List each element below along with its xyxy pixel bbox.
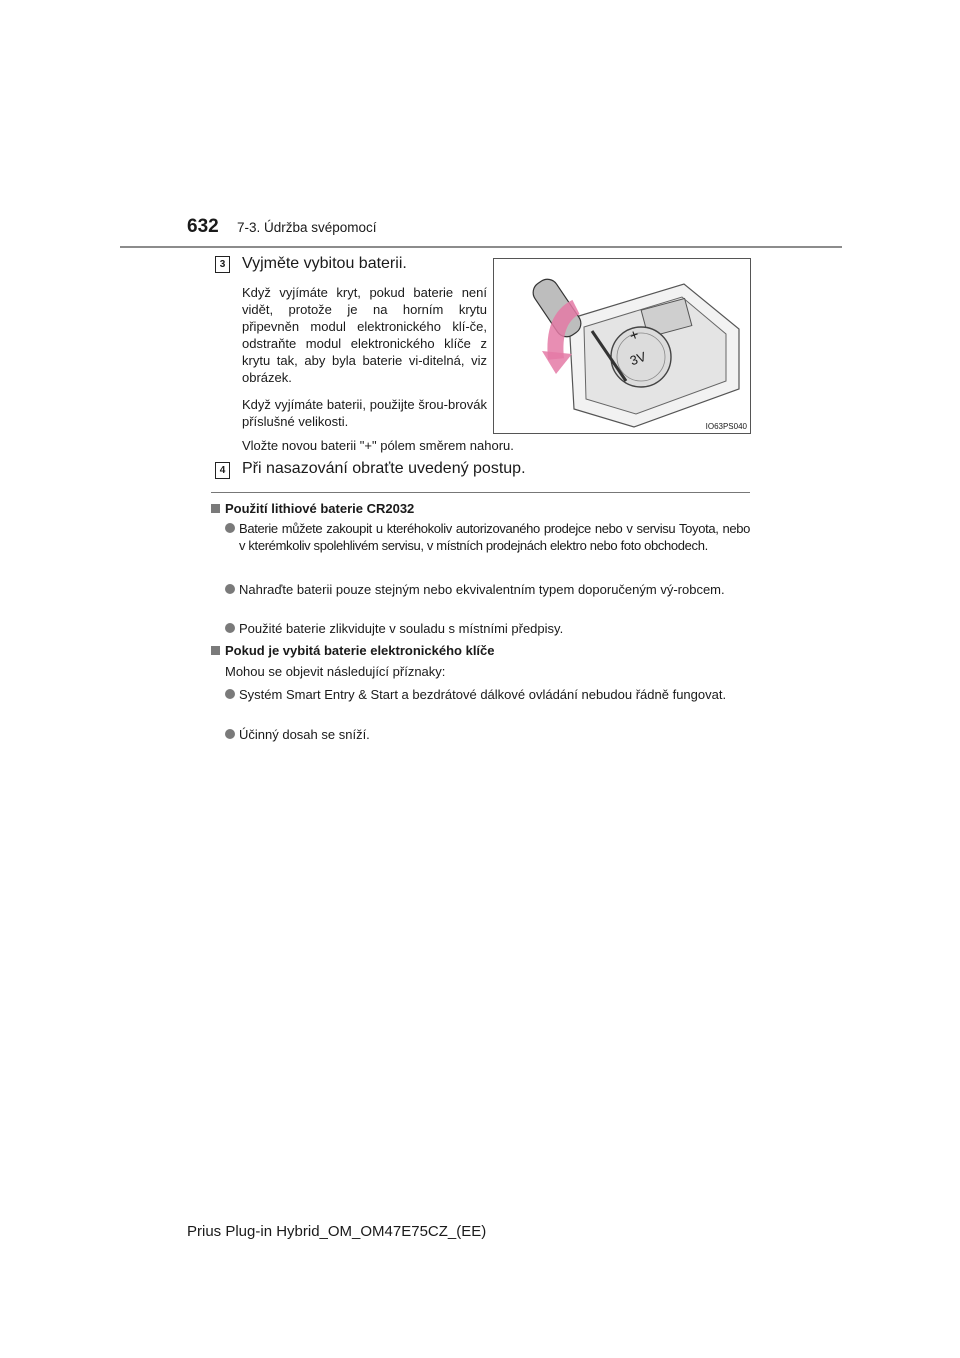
note-heading-text: Použití lithiové baterie CR2032	[225, 501, 415, 516]
list-item	[225, 620, 750, 637]
note-intro: Mohou se objevit následující příznaky:	[225, 664, 446, 679]
square-bullet-icon	[211, 646, 220, 655]
step-3-paragraph-3: Vložte novou baterii "+" pólem směrem nahoru.	[242, 438, 514, 453]
bullet-dot-icon	[225, 689, 235, 699]
bullet-dot-icon	[225, 729, 235, 739]
list-item	[225, 726, 750, 743]
page-header	[187, 216, 847, 246]
battery-removal-figure	[493, 258, 751, 434]
list-item-text: Použité baterie zlikvidujte v souladu s místními předpisy.	[239, 621, 564, 636]
header-rule	[120, 246, 842, 248]
note-heading-battery-type	[211, 501, 414, 516]
bullet-dot-icon	[225, 623, 235, 633]
list-item-text: Nahraďte baterii pouze stejným nebo ekvivalentním typem doporučeným vý-robcem.	[239, 582, 725, 597]
step-3-title: Vyjměte vybitou baterii.	[242, 255, 407, 272]
list-item	[225, 581, 750, 598]
bullet-dot-icon	[225, 584, 235, 594]
section-title: 7-3. Údržba svépomocí	[237, 220, 377, 235]
list-item-text: Účinný dosah se sníží.	[239, 727, 370, 742]
battery-voltage-label: 3V	[627, 348, 648, 369]
list-item-text: Systém Smart Entry & Start a bezdrátové dálkové ovládání nebudou řádně fungovat.	[239, 687, 727, 702]
note-heading-text: Pokud je vybitá baterie elektronického klíče	[225, 643, 495, 658]
bullet-dot-icon	[225, 523, 235, 533]
step-4-title: Při nasazování obraťte uvedený postup.	[242, 460, 526, 477]
battery-plus-label: +	[627, 326, 642, 345]
step-3-paragraph-1: Když vyjímáte kryt, pokud baterie není vidět, protože je na horním krytu připevněn modul elektronického klí-če, odstraňte modul elektronického klíče z krytu tak, aby byla baterie vi-ditelná, viz obrázek.	[242, 285, 487, 385]
list-item-text: Baterie můžete zakoupit u kteréhokoliv autorizovaného prodejce nebo v servisu Toyota, nebo v kterémkoliv spolehlivém servisu, v místních prodejnách elektro nebo foto obchodech.	[239, 521, 750, 553]
list-item	[225, 686, 750, 703]
page-number: 632	[187, 216, 219, 237]
square-bullet-icon	[211, 504, 220, 513]
step-4-number: 4	[215, 462, 230, 479]
section-divider	[211, 492, 750, 493]
note-heading-dead-battery	[211, 643, 495, 658]
document-footer: Prius Plug-in Hybrid_OM_OM47E75CZ_(EE)	[187, 1223, 487, 1240]
step-3-paragraph-2: Když vyjímáte baterii, použijte šrou-brovák příslušné velikosti.	[242, 397, 487, 429]
step-3-number: 3	[215, 256, 230, 273]
figure-code: IO63PS040	[705, 422, 747, 431]
list-item	[225, 520, 750, 554]
key-battery-illustration	[494, 259, 750, 433]
